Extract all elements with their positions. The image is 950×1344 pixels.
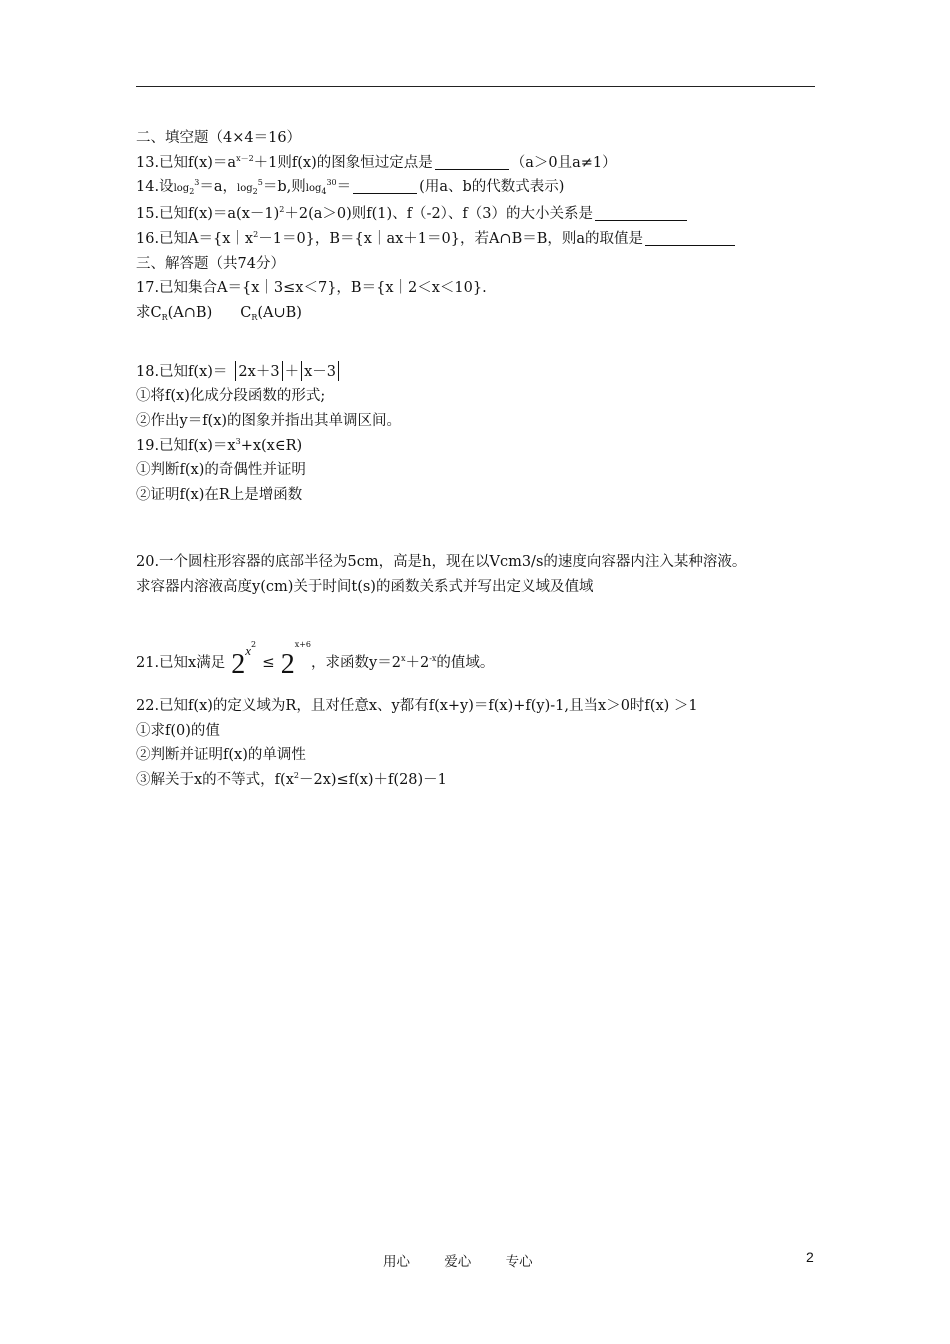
question-14: 14.设$\log_2^3=a$，$\log_2^5=b$,则$\log_4^{30}=$ (用a、b的代数式表示) — [136, 178, 565, 197]
page-footer — [383, 1250, 563, 1270]
question-18-part-1: ①将f(x)化成分段函数的形式; — [136, 388, 326, 405]
abs-bar — [282, 361, 283, 381]
question-19-part-1: ①判断f(x)的奇偶性并证明 — [136, 462, 306, 479]
answer-blank — [435, 153, 509, 170]
question-22-part-1: ①求f(0)的值 — [136, 722, 220, 739]
question-22: 22.已知f(x)的定义域为R，且对任意x、y都有f(x+y)＝f(x)+f(y)-1,且当x＞0时f(x) ＞1 — [136, 697, 698, 714]
question-19-part-2: ②证明f(x)在R上是增函数 — [136, 487, 303, 504]
abs-bar — [235, 361, 236, 381]
header-rule — [136, 86, 815, 87]
abs-bar — [338, 361, 339, 381]
solve-section-title: 三、解答题（共74分） — [136, 255, 285, 272]
answer-blank — [595, 204, 687, 221]
question-20-ask: 求容器内溶液高度y(cm)关于时间t(s)的函数关系式并写出定义域及值域 — [136, 578, 594, 595]
question-16: 16.已知$A=\{x|x^2-1=0\}$，B＝{x｜ax＋1＝0}，若A∩B＝B，则a的取值是 — [136, 227, 826, 252]
question-22-part-3: ③解关于x的不等式，$f(x^2-2x)\le f(x)+f(28)-1$ — [136, 771, 447, 789]
answer-blank — [353, 177, 417, 194]
abs-bar — [301, 361, 302, 381]
page-number: 2 — [806, 1249, 814, 1265]
question-15: 15.已知$f(x)=a(x-1)^2+2(a>0)$则f(1)、f（-2）、f（3）的大小关系是 — [136, 202, 826, 227]
footer-word-1: 用心 — [383, 1254, 410, 1270]
question-18: 18.已知f(x)＝ 2x＋3 ＋ x－3 — [136, 360, 826, 385]
page-body — [136, 126, 826, 793]
footer-word-3: 专心 — [505, 1254, 533, 1270]
question-20: 20.一个圆柱形容器的底部半径为5cm，高是h，现在以Vcm3/s的速度向容器内注入某种溶液。 — [136, 553, 747, 570]
question-13: 13.已知$f(x)=a^{x-2}+1$则f(x)的图象恒过定点是 （a＞0且a≠1） — [136, 153, 617, 171]
question-17-ask: 求$C_R(A\cap B)$ $C_R(A\cup B)$ — [136, 304, 302, 322]
question-21: 21.已知x满足 $2x^2\le 2^{x+6}$，求函数$y=2^x+2^{-x}$的值域。 — [136, 640, 495, 681]
question-19: 19.已知$f(x)=x^3+x(x\in R)$ — [136, 436, 303, 454]
answer-blank — [645, 229, 735, 246]
question-17: 17.已知集合A＝{x｜3≤x＜7}，B＝{x｜2＜x＜10}. — [136, 280, 487, 297]
question-18-part-2: ②作出y＝f(x)的图象并指出其单调区间。 — [136, 413, 402, 430]
fill-section-title: 二、填空题（4×4＝16） — [136, 130, 302, 146]
question-22-part-2: ②判断并证明f(x)的单调性 — [136, 747, 306, 764]
footer-word-2: 爱心 — [444, 1254, 472, 1270]
